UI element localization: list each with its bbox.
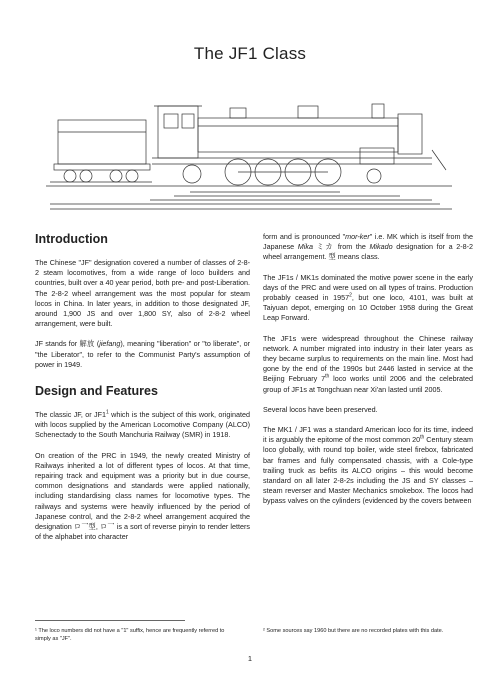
page-number: 1: [247, 654, 253, 663]
intro-heading: Introduction: [35, 232, 108, 246]
design-paragraph-2: On creation of the PRC in 1949, the newly created Ministry of Railways inherited a lot of different types of locos. At that time, repairing track and equipment was a priority but in due course, common designations and standards were applied nationally, including standardising class names for locomotive types. The railways and systems were heavily influenced by the period of Japanese control, and the 2-8-2 wheel arrangement acquired the designation ロ乛型, ロ乛 is a sort of reverse pinyin to render letters of the alphabet into character: [35, 450, 250, 542]
design-paragraph-1: The classic JF, or $JF1^1$ which is the subject of this work, originated with locos supplied by the American Locomotive Company (ALCO) Schenectady to the South Manchuria Railway (SMR) in 1918.: [35, 409, 250, 440]
right-paragraph-4: Several locos have been preserved.: [263, 404, 378, 414]
right-paragraph-2: The JF1s / MK1s dominated the motive power scene in the early days of the PRC and were used on all types of trains. Production probably ceased in 1957$^2$, but one loco, 4101, was built at Taiyuan depot, emerging on 10 October 1958 during the Great Leap Forward.: [263, 272, 473, 323]
footnote-divider: [35, 620, 185, 621]
right-paragraph-5: The MK1 / JF1 was a standard American loco for its time, indeed it is arguably the epitome of the most common 20th Century steam loco globally, with round top boiler, wide steel firebox, fabricated bar frames and fully compensated chassis, with a Cole-type trailing truck as befits its ALCO origins – this would become standard on all later 2-8-2s including the JS and SY classes – steam reverser and Master Mechanics smokebox. The locos had bypass valves on the cylinders (evidenced by the covers between: [263, 425, 473, 506]
footnote-2: ² Some sources say 1960 but there are no recorded plates with this date.: [263, 628, 444, 634]
page-title: The JF1 Class: [193, 44, 307, 63]
intro-paragraph-2: JF stands for 解放 (jiefang), meaning "liberation" or "to liberate", or "the Liberator", to refer to the Communist Party's assumption of power in 1949.: [35, 339, 250, 369]
intro-paragraph-1: The Chinese "JF" designation covered a number of classes of 2-8-2 steam locomotives, from a wide range of loco builders and countries, built over a 40 year period, both pre- and post-Liberation. The 2-8-2 wheel arrangement was the most popular for steam locos in China. In later years, in addition to those designated JF, around 1,900 JS and over 1,800 SY, also of 2-8-2 wheel arrangement, were built.: [35, 258, 250, 329]
design-heading: Design and Features: [35, 384, 158, 399]
right-paragraph-1: form and is pronounced "mor-ker" i.e. MK which is itself from the Japanese Mika ミカ from the Mikado designation for a 2-8-2 wheel arrangement. 型 means class.: [263, 232, 474, 262]
left-column: [35, 232, 250, 552]
right-paragraph-3: The JF1s were widespread throughout the Chinese railway network. A number migrated into industry in their later years as they became surplus to requirements on the main line. Most had gone by the end of the 1990s but 2446 lasted in service at the Beijing February 7th loco works until 2006 and the celebrated group of JF1s at Tongchuan near Xi'an lasted until 2005.: [263, 333, 473, 394]
locomotive-drawing: [40, 84, 470, 214]
footnote-ref-2: 2: [349, 292, 352, 299]
footnote-ref-1: 1: [106, 409, 109, 416]
footnote-1: ¹ The loco numbers did not have a "1" suffix, hence are frequently referred to simply as "JF".: [35, 628, 225, 642]
right-column: [263, 232, 473, 517]
